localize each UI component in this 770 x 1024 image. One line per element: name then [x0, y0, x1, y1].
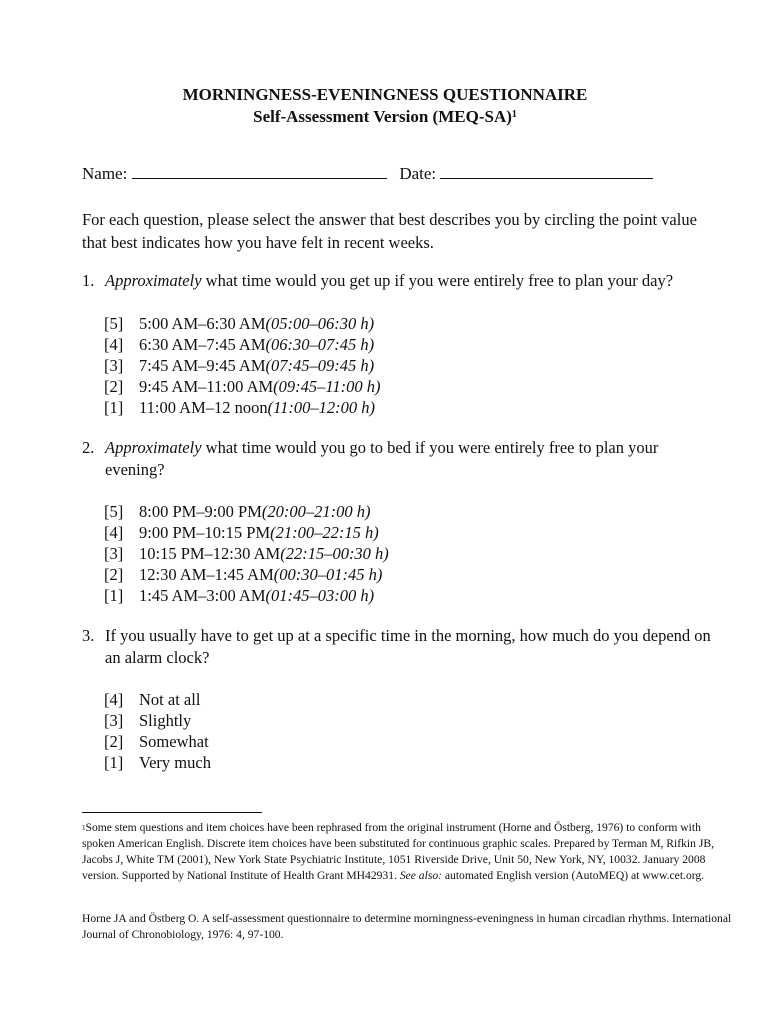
footnote	[82, 820, 732, 884]
question-emphasis: Approximately	[105, 438, 202, 457]
option[interactable]	[104, 522, 389, 543]
option-points: [1]	[104, 586, 124, 605]
option-alt-time: (11:00–12:00 h)	[267, 398, 376, 417]
option-alt-time: (05:00–06:30 h)	[265, 314, 375, 333]
option-label: 10:15 PM–12:30 AM	[139, 544, 281, 563]
option-points: [4]	[104, 335, 124, 354]
option[interactable]	[104, 501, 389, 522]
option-label: 11:00 AM–12 noon	[139, 398, 268, 417]
option-label: 5:00 AM–6:30 AM	[139, 314, 266, 333]
option-label: 7:45 AM–9:45 AM	[139, 356, 266, 375]
question-body: If you usually have to get up at a specific time in the morning, how much do you depend on an alarm clock?	[105, 626, 711, 667]
option[interactable]	[104, 376, 381, 397]
option-points: [5]	[104, 314, 124, 333]
option-alt-time: (20:00–21:00 h)	[261, 502, 371, 521]
option-label: 9:00 PM–10:15 PM	[139, 523, 271, 542]
option-alt-time: (22:15–00:30 h)	[280, 544, 389, 563]
reference-citation: Horne JA and Östberg O. A self-assessment questionnaire to determine morningness-eveningness in human circadian rhythms. International Journal of Chronobiology, 1976: 4, 97-100.	[82, 912, 732, 941]
footnote-tail: automated English version (AutoMEQ) at www.cet.org.	[442, 869, 705, 882]
question-number: 1.	[82, 271, 95, 290]
footnote-divider	[82, 812, 262, 813]
option-points: [3]	[104, 356, 124, 375]
option-label: Somewhat	[139, 732, 209, 751]
option-points: [4]	[104, 690, 124, 709]
name-label: Name:	[82, 164, 128, 183]
name-field[interactable]	[132, 164, 387, 179]
question-3	[82, 625, 722, 669]
question-text	[105, 270, 722, 292]
document-header	[0, 84, 770, 128]
option[interactable]	[104, 731, 211, 752]
option-alt-time: (00:30–01:45 h)	[273, 565, 383, 584]
date-field[interactable]	[440, 164, 653, 179]
footnote-mark: 1	[82, 824, 86, 832]
option[interactable]	[104, 543, 389, 564]
option-points: [1]	[104, 398, 124, 417]
question-number: 2.	[82, 438, 95, 457]
option-points: [2]	[104, 732, 124, 751]
option-alt-time: (07:45–09:45 h)	[265, 356, 375, 375]
option-alt-time: (09:45–11:00 h)	[273, 377, 381, 396]
option-label: 9:45 AM–11:00 AM	[139, 377, 274, 396]
option-points: [4]	[104, 523, 124, 542]
page-subtitle	[0, 106, 770, 128]
question-2	[82, 437, 722, 481]
question-1	[82, 270, 722, 292]
question-2-options	[104, 501, 389, 606]
option-points: [2]	[104, 377, 124, 396]
option[interactable]	[104, 397, 381, 418]
option-points: [1]	[104, 753, 124, 772]
option[interactable]	[104, 355, 381, 376]
option-points: [2]	[104, 565, 124, 584]
option-label: Very much	[139, 753, 211, 772]
instructions: For each question, please select the answer that best describes you by circling the point value that best indicates how you have felt in recent weeks.	[82, 210, 697, 252]
option-label: 6:30 AM–7:45 AM	[139, 335, 266, 354]
option[interactable]	[104, 313, 381, 334]
option-alt-time: (06:30–07:45 h)	[265, 335, 375, 354]
subtitle-footnote-mark: 1	[511, 109, 517, 120]
option[interactable]	[104, 334, 381, 355]
option[interactable]	[104, 564, 389, 585]
question-text	[105, 625, 722, 669]
option-points: [5]	[104, 502, 124, 521]
option-label: Slightly	[139, 711, 192, 730]
question-body: what time would you get up if you were entirely free to plan your day?	[201, 271, 674, 290]
option-points: [3]	[104, 544, 124, 563]
option-label: 12:30 AM–1:45 AM	[139, 565, 274, 584]
option[interactable]	[104, 585, 389, 606]
option[interactable]	[104, 710, 211, 731]
question-1-options	[104, 313, 381, 418]
option-alt-time: (21:00–22:15 h)	[270, 523, 379, 542]
question-emphasis: Approximately	[105, 271, 202, 290]
option-points: [3]	[104, 711, 124, 730]
name-date-row	[82, 164, 653, 184]
question-body: what time would you go to bed if you were entirely free to plan your evening?	[105, 438, 659, 479]
option-alt-time: (01:45–03:00 h)	[265, 586, 375, 605]
page-title: MORNINGNESS-EVENINGNESS QUESTIONNAIRE	[182, 85, 588, 104]
date-label: Date:	[399, 164, 437, 183]
question-text	[105, 437, 722, 481]
footnote-text: Some stem questions and item choices have been rephrased from the original instrument (Horne and Östberg, 1976) to conform with spoken American English. Discrete item choices have been substituted for continuous graphic scales. Prepared by Terman M, Rifkin JB, Jacobs J, White TM (2001), New York State Psychiatric Institute, 1051 Riverside Drive, Unit 50, New York, NY, 10032. January 2008 version. Supported by National Institute of Health Grant MH42931.	[82, 821, 714, 882]
option-label: 1:45 AM–3:00 AM	[139, 586, 266, 605]
question-number: 3.	[82, 626, 95, 645]
question-3-options	[104, 689, 211, 773]
option-label: 8:00 PM–9:00 PM	[139, 502, 262, 521]
footnote-see-also: See also:	[399, 869, 442, 882]
option[interactable]	[104, 689, 211, 710]
option[interactable]	[104, 752, 211, 773]
option-label: Not at all	[139, 690, 201, 709]
subtitle-text: Self-Assessment Version (MEQ-SA)	[253, 107, 512, 126]
